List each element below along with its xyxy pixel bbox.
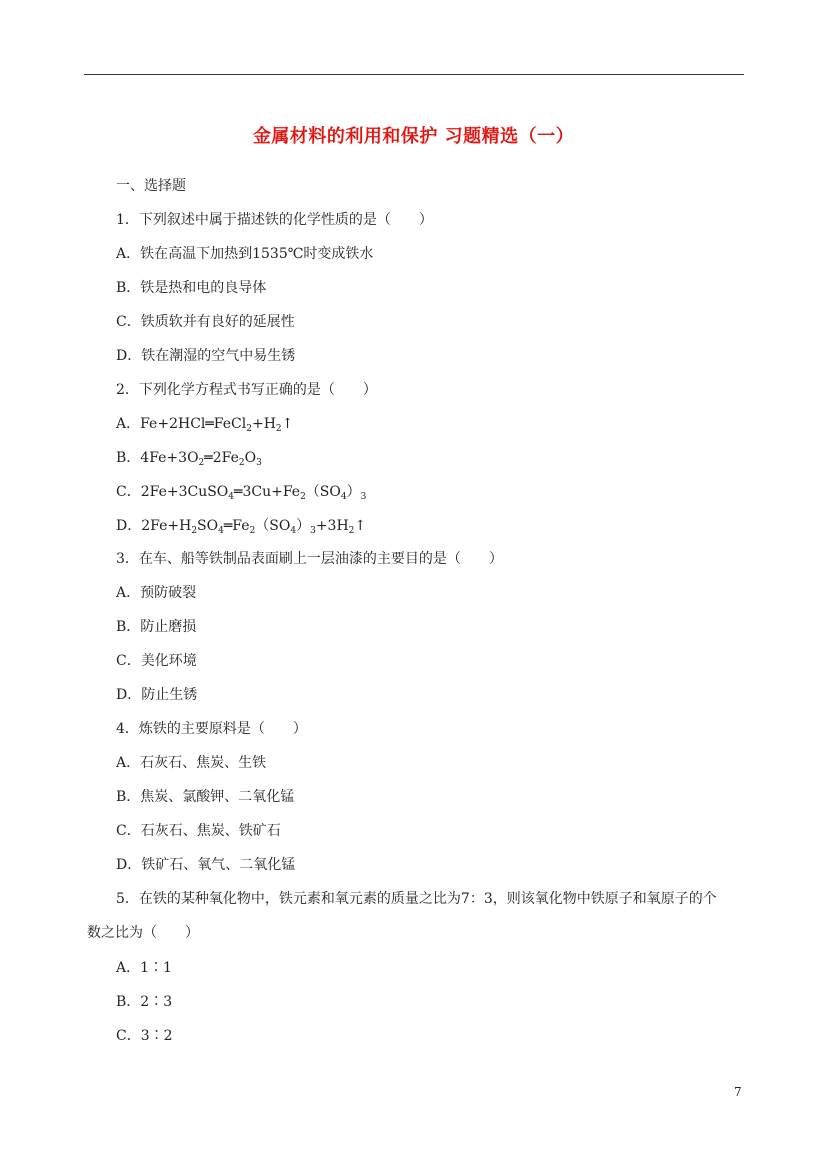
question-5-option-a: A．1∶1 (116, 960, 172, 976)
section-heading: 一、选择题 (116, 178, 186, 194)
question-4-option-d: D．铁矿石、氧气、二氧化锰 (116, 857, 296, 873)
question-1-stem: 1．下列叙述中属于描述铁的化学性质的是（ ） (116, 212, 433, 228)
question-4-option-c: C．石灰石、焦炭、铁矿石 (116, 823, 281, 839)
question-1-option-a: A．铁在高温下加热到1535℃时变成铁水 (116, 246, 374, 262)
question-3-option-a: A．预防破裂 (116, 585, 197, 601)
question-3-option-b: B．防止磨损 (116, 619, 197, 635)
question-5-option-c: C．3∶2 (116, 1028, 173, 1044)
page-title: 金属材料的利用和保护 习题精选（一） (252, 126, 575, 147)
question-3-stem: 3．在车、船等铁制品表面刷上一层油漆的主要目的是（ ） (116, 551, 503, 567)
question-5-stem-line-2: 数之比为（ ） (87, 925, 199, 941)
question-2-option-b: B．$4Fe+3O_2═2Fe_2O_3$ (116, 450, 262, 468)
question-2-stem: 2．下列化学方程式书写正确的是（ ） (116, 382, 377, 398)
question-5-stem-line-1: 5．在铁的某种氧化物中，铁元素和氧元素的质量之比为7：3，则该氧化物中铁原子和氧原子的个 (116, 891, 717, 907)
question-5-option-b: B．2∶3 (116, 994, 173, 1010)
question-1-option-b: B．铁是热和电的良导体 (116, 280, 267, 296)
page-number: 7 (734, 1085, 742, 1099)
header-rule (84, 74, 744, 75)
question-1-option-d: D．铁在潮湿的空气中易生锈 (116, 348, 296, 364)
question-2-option-c: C．$2Fe+3CuSO_4═3Cu+Fe_2(SO_4)_3$ (116, 484, 367, 502)
question-4-option-b: B．焦炭、氯酸钾、二氧化锰 (116, 789, 295, 805)
question-1-option-c: C．铁质软并有良好的延展性 (116, 314, 295, 330)
question-3-option-d: D．防止生锈 (116, 687, 198, 703)
question-2-option-a: A．$Fe+2HCl═FeCl_2+H_2↑$ (116, 416, 294, 434)
question-2-option-d: D．$2Fe+H_2SO_4═Fe_2(SO_4)_3+3H_2↑$ (116, 518, 367, 536)
question-4-stem: 4．炼铁的主要原料是（ ） (116, 721, 307, 737)
question-3-option-c: C．美化环境 (116, 653, 197, 669)
question-4-option-a: A．石灰石、焦炭、生铁 (116, 755, 267, 771)
